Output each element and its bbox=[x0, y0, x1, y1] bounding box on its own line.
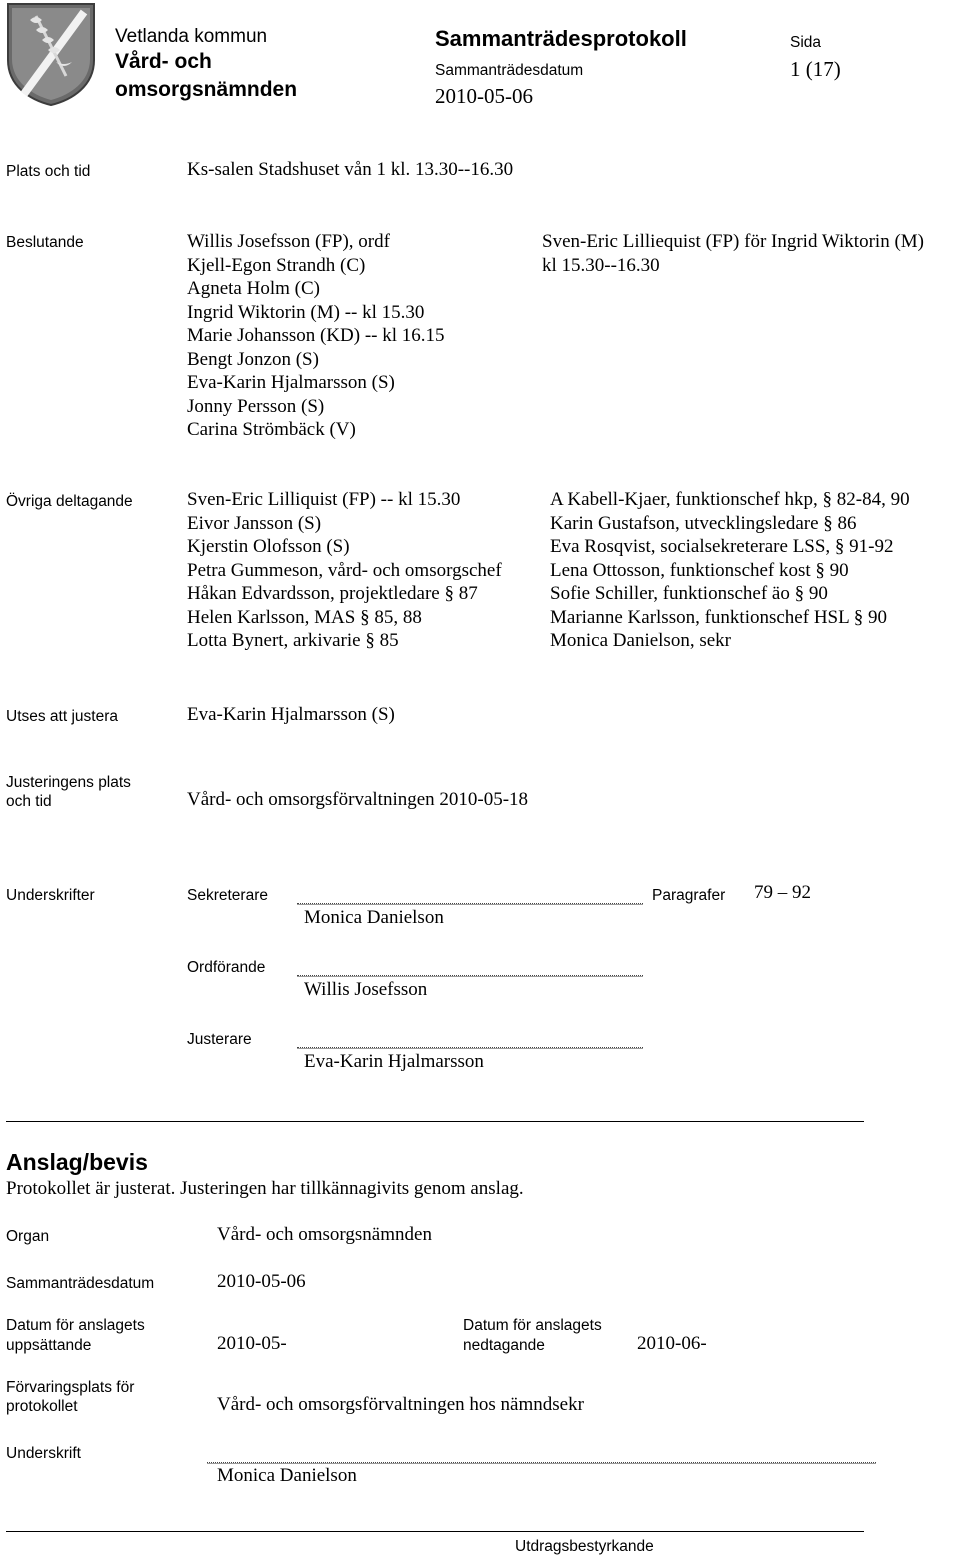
secretary-name: Monica Danielson bbox=[304, 907, 444, 928]
footer-label: Utdragsbestyrkande bbox=[515, 1538, 654, 1555]
chair-label: Ordförande bbox=[187, 959, 266, 976]
organ-value: Vård- och omsorgsnämnden bbox=[217, 1224, 432, 1245]
posted-date-label-line2: uppsättande bbox=[6, 1337, 92, 1354]
footer-divider bbox=[6, 1531, 864, 1532]
adjuster-signature-name: Eva-Karin Hjalmarsson bbox=[304, 1051, 484, 1072]
secretary-label: Sekreterare bbox=[187, 887, 268, 904]
place-value: Ks-salen Stadshuset vån 1 kl. 13.30--16.30 bbox=[187, 159, 514, 180]
list-item: Ingrid Wiktorin (M) -- kl 15.30 bbox=[187, 301, 425, 323]
list-item: Eva Rosqvist, socialsekreterare LSS, § 91-92 bbox=[550, 536, 894, 557]
list-item: Kjerstin Olofsson (S) bbox=[187, 536, 350, 557]
list-item: kl 15.30--16.30 bbox=[542, 254, 660, 276]
adjuster-value: Eva-Karin Hjalmarsson (S) bbox=[187, 704, 395, 725]
list-item: Sven-Eric Lilliquist (FP) -- kl 15.30 bbox=[187, 489, 461, 510]
list-item: Willis Josefsson (FP), ordf bbox=[187, 231, 390, 252]
place-label: Plats och tid bbox=[6, 163, 91, 180]
notice-signature-line[interactable] bbox=[207, 1462, 876, 1464]
list-item: Lotta Bynert, arkivarie § 85 bbox=[187, 630, 399, 651]
organ-label: Organ bbox=[6, 1228, 50, 1245]
secretary-signature-line[interactable] bbox=[297, 903, 643, 905]
notice-signature-name: Monica Danielson bbox=[217, 1465, 357, 1486]
removed-date-label-line1: Datum för anslagets bbox=[463, 1317, 602, 1334]
storage-label-line1: Förvaringsplats för bbox=[6, 1379, 135, 1396]
chair-name: Willis Josefsson bbox=[304, 979, 428, 1000]
deciding-substitutes-list bbox=[542, 230, 924, 277]
paragraphs-label: Paragrafer bbox=[652, 887, 726, 904]
notice-meeting-date-value: 2010-05-06 bbox=[217, 1271, 306, 1292]
list-item: Carina Strömbäck (V) bbox=[187, 419, 356, 440]
adjust-place-value: Vård- och omsorgsförvaltningen 2010-05-18 bbox=[187, 789, 529, 810]
list-item: Monica Danielson, sekr bbox=[550, 630, 731, 651]
adjust-place-label-line1: Justeringens plats bbox=[6, 774, 131, 791]
list-item: A Kabell-Kjaer, funktionschef hkp, § 82-84, 90 bbox=[550, 489, 910, 510]
posted-date-label-line1: Datum för anslagets bbox=[6, 1317, 145, 1334]
list-item: Sofie Schiller, funktionschef äo § 90 bbox=[550, 583, 828, 604]
document-title: Sammanträdesprotokoll bbox=[435, 26, 687, 51]
list-item: Helen Karlsson, MAS § 85, 88 bbox=[187, 606, 422, 628]
removed-date-label-line2: nedtagande bbox=[463, 1337, 545, 1354]
list-item: Håkan Edvardsson, projektledare § 87 bbox=[187, 583, 478, 604]
list-item: Eivor Jansson (S) bbox=[187, 512, 322, 534]
notice-heading: Anslag/bevis bbox=[6, 1149, 148, 1175]
list-item: Marie Johansson (KD) -- kl 16.15 bbox=[187, 325, 445, 346]
posted-date-value: 2010-05- bbox=[217, 1333, 287, 1354]
list-item: Marianne Karlsson, funktionschef HSL § 90 bbox=[550, 606, 888, 628]
adjust-place-label-line2: och tid bbox=[6, 793, 52, 810]
list-item: Karin Gustafson, utvecklingsledare § 86 bbox=[550, 512, 857, 534]
chair-signature-line[interactable] bbox=[297, 975, 643, 977]
list-item: Eva-Karin Hjalmarsson (S) bbox=[187, 372, 395, 393]
section-divider bbox=[6, 1121, 864, 1122]
notice-meeting-date-label: Sammanträdesdatum bbox=[6, 1275, 155, 1292]
notice-signature-label: Underskrift bbox=[6, 1445, 81, 1462]
adjuster-label: Utses att justera bbox=[6, 708, 118, 725]
list-item: Petra Gummeson, vård- och omsorgschef bbox=[187, 559, 502, 581]
municipality-name: Vetlanda kommun bbox=[115, 26, 268, 47]
list-item: Kjell-Egon Strandh (C) bbox=[187, 254, 366, 276]
deciding-label: Beslutande bbox=[6, 234, 84, 251]
deciding-members-list bbox=[187, 230, 445, 442]
page-label: Sida bbox=[790, 34, 822, 51]
meeting-date-value: 2010-05-06 bbox=[435, 84, 533, 108]
list-item: Jonny Persson (S) bbox=[187, 395, 325, 417]
committee-name-line2: omsorgsnämnden bbox=[115, 78, 298, 101]
storage-label-line2: protokollet bbox=[6, 1398, 78, 1415]
list-item: Agneta Holm (C) bbox=[187, 278, 320, 299]
page-number: 1 (17) bbox=[790, 57, 841, 81]
storage-value: Vård- och omsorgsförvaltningen hos nämndsekr bbox=[217, 1394, 584, 1415]
adjuster-signature-label: Justerare bbox=[187, 1031, 252, 1048]
coat-of-arms-logo bbox=[6, 2, 96, 106]
notice-text: Protokollet är justerat. Justeringen har tillkännagivits genom anslag. bbox=[6, 1178, 524, 1199]
committee-name-line1: Vård- och bbox=[115, 50, 212, 73]
removed-date-value: 2010-06- bbox=[637, 1333, 707, 1354]
others-list-left bbox=[187, 488, 502, 653]
list-item: Sven-Eric Lilliequist (FP) för Ingrid Wiktorin (M) bbox=[542, 231, 924, 252]
adjuster-signature-line[interactable] bbox=[297, 1047, 643, 1049]
list-item: Bengt Jonzon (S) bbox=[187, 348, 319, 370]
others-list-right bbox=[550, 488, 910, 653]
list-item: Lena Ottosson, funktionschef kost § 90 bbox=[550, 559, 849, 581]
others-label: Övriga deltagande bbox=[6, 493, 133, 510]
signatures-label: Underskrifter bbox=[6, 887, 95, 904]
meeting-date-label: Sammanträdesdatum bbox=[435, 62, 584, 79]
paragraphs-value: 79 – 92 bbox=[754, 882, 811, 903]
